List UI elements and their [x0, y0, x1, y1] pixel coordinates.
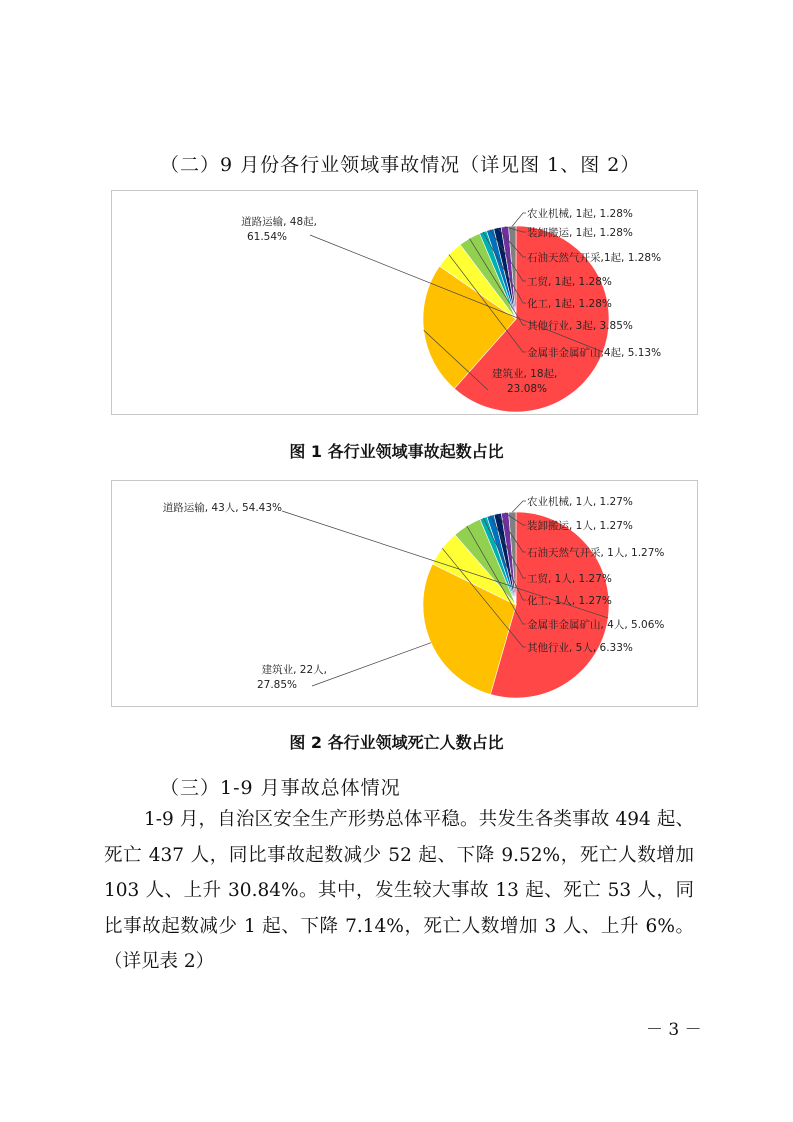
page-number: － 3 － — [646, 1020, 702, 1040]
slice-label: 金属非金属矿山,4起, 5.13% — [527, 347, 662, 359]
slice-label: 其他行业, 5人, 6.33% — [527, 642, 633, 654]
leader-line — [312, 643, 431, 686]
slice-label: 农业机械, 1起, 1.28% — [527, 208, 633, 220]
section3-heading: （三）1-9 月事故总体情况 — [160, 777, 401, 799]
slice-label: 23.08% — [507, 383, 548, 395]
slice-label: 27.85% — [256, 679, 297, 691]
slice-label: 化工, 1人, 1.27% — [527, 595, 612, 607]
slice-label: 石油天然气开采,1起, 1.28% — [527, 252, 662, 264]
slice-label: 61.54% — [246, 231, 287, 243]
slice-label: 工贸, 1起, 1.28% — [527, 276, 612, 288]
slice-label: 农业机械, 1人, 1.27% — [527, 496, 633, 508]
slice-label: 道路运输, 43人, 54.43% — [162, 502, 282, 514]
body-paragraph: 1-9 月，自治区安全生产形势总体平稳。共发生各类事故 494 起、死亡 437 人，同比事故起数减少 52 起、下降 9.52%，死亡人数增加 103 人、上升 30.84%。其中，发生较大事故 13 起、死亡 53 人，同比事故起数减少 1 起、下降 7.14%，死亡人数增加 3 人、上升 6%。（详见表 2） — [104, 809, 694, 972]
slice-label: 工贸, 1人, 1.27% — [527, 573, 612, 585]
section2-heading: （二）9 月份各行业领域事故情况（详见图 1、图 2） — [160, 154, 641, 176]
slice-label: 建筑业, 18起, — [492, 368, 558, 380]
slice-label: 石油天然气开采, 1人, 1.27% — [527, 547, 665, 559]
slice-label: 建筑业, 22人, — [261, 664, 327, 676]
pie-chart-2-frame — [111, 480, 698, 707]
leader-line — [512, 213, 526, 226]
chart2-caption: 图 2 各行业领域死亡人数占比 — [289, 733, 504, 752]
slice-label: 道路运输, 48起, — [241, 216, 317, 228]
pie-chart-2 — [112, 481, 697, 706]
slice-label: 化工, 1起, 1.28% — [527, 298, 612, 310]
slice-label: 装卸搬运, 1起, 1.28% — [527, 227, 633, 239]
pie-chart-1-frame — [111, 190, 698, 415]
chart1-caption: 图 1 各行业领域事故起数占比 — [289, 442, 504, 461]
pie-chart-1 — [112, 191, 697, 414]
slice-label: 其他行业, 3起, 3.85% — [527, 320, 633, 332]
slice-label: 金属非金属矿山, 4人, 5.06% — [527, 619, 665, 631]
slice-label: 装卸搬运, 1人, 1.27% — [527, 520, 633, 532]
leader-line — [512, 501, 526, 512]
